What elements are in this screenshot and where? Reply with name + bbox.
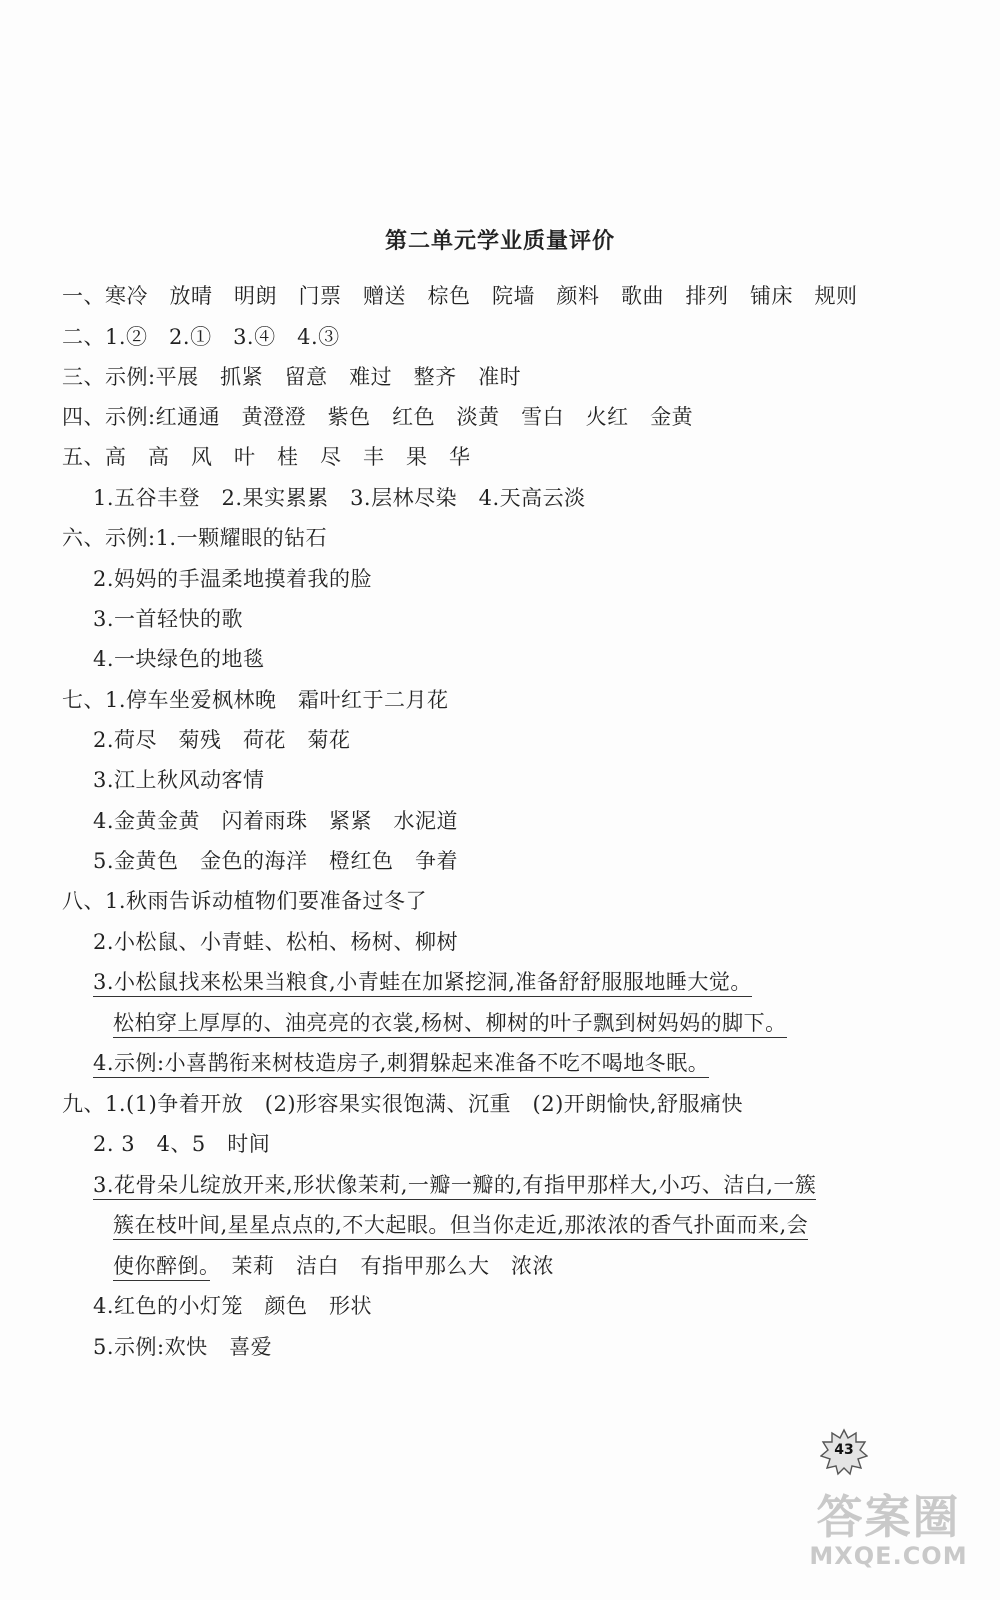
answer-line-25 [113,1251,554,1281]
answer-line-10: 4.一块绿色的地毯 [93,647,265,671]
answer-line-9: 3.一首轻快的歌 [93,607,244,631]
underlined-text: 松柏穿上厚厚的、油亮亮的衣裳,杨树、柳树的叶子飘到树妈妈的脚下。 [113,1011,787,1038]
underlined-text: 3.花骨朵儿绽放开来,形状像茉莉,一瓣一瓣的,有指甲那样大,小巧、洁白,一簇 [93,1173,816,1200]
answer-line-21: 九、1.(1)争着开放 (2)形容果实很饱满、沉重 (2)开朗愉快,舒服痛快 [62,1092,743,1116]
answer-line-19 [113,1008,787,1038]
answer-line-4: 四、示例:红通通 黄澄澄 紫色 红色 淡黄 雪白 火红 金黄 [62,405,694,429]
answer-line-17: 2.小松鼠、小青蛙、松柏、杨树、柳树 [93,930,459,954]
page-number: 43 [834,1442,854,1458]
answer-line-27: 5.示例:欢快 喜爱 [93,1335,273,1359]
site-watermark [801,1492,976,1582]
answer-line-2: 二、1.② 2.① 3.④ 4.③ [62,325,340,349]
answer-line-16: 八、1.秋雨告诉动植物们要准备过冬了 [62,889,428,913]
answer-line-12: 2.荷尽 菊残 荷花 菊花 [93,728,351,752]
answer-line-20 [93,1048,709,1078]
answer-line-24 [113,1210,808,1240]
underlined-text: 使你醉倒。 [113,1254,210,1281]
answer-line-14: 4.金黄金黄 闪着雨珠 紧紧 水泥道 [93,809,459,833]
watermark-logo-text: 答案圈 [816,1490,961,1544]
watermark-url: MXQE.COM [809,1542,968,1570]
answer-line-18 [93,967,752,997]
answer-line-8: 2.妈妈的手温柔地摸着我的脸 [93,567,373,591]
answer-line-5: 五、高 高 风 叶 桂 尽 丰 果 华 [62,445,471,469]
answer-line-13: 3.江上秋风动客情 [93,768,265,792]
page-title: 第二单元学业质量评价 [384,228,615,254]
answer-line-22: 2. 3 4、5 时间 [93,1132,271,1156]
answer-line-26: 4.红色的小灯笼 颜色 形状 [93,1294,373,1318]
answer-line-1: 一、寒冷 放晴 明朗 门票 赠送 棕色 院墙 颜料 歌曲 排列 铺床 规则 [62,284,858,308]
answer-line-3: 三、示例:平展 抓紧 留意 难过 整齐 准时 [62,365,522,389]
answer-line-11: 七、1.停车坐爱枫林晚 霜叶红于二月花 [62,688,449,712]
answer-line-7: 六、示例:1.一颗耀眼的钻石 [62,526,328,550]
page-number-badge [820,1428,868,1476]
answer-keywords: 茉莉 洁白 有指甲那么大 浓浓 [231,1254,554,1278]
answer-line-23 [93,1170,816,1200]
underlined-text: 簇在枝叶间,星星点点的,不大起眼。但当你走近,那浓浓的香气扑面而来,会 [113,1213,808,1240]
answer-line-15: 5.金黄色 金色的海洋 橙红色 争着 [93,849,459,873]
answer-line-6: 1.五谷丰登 2.果实累累 3.层林尽染 4.天高云淡 [93,486,586,510]
underlined-text: 4.示例:小喜鹊衔来树枝造房子,刺猬躲起来准备不吃不喝地冬眠。 [93,1051,709,1078]
underlined-text: 3.小松鼠找来松果当粮食,小青蛙在加紧挖洞,准备舒舒服服地睡大觉。 [93,970,752,997]
